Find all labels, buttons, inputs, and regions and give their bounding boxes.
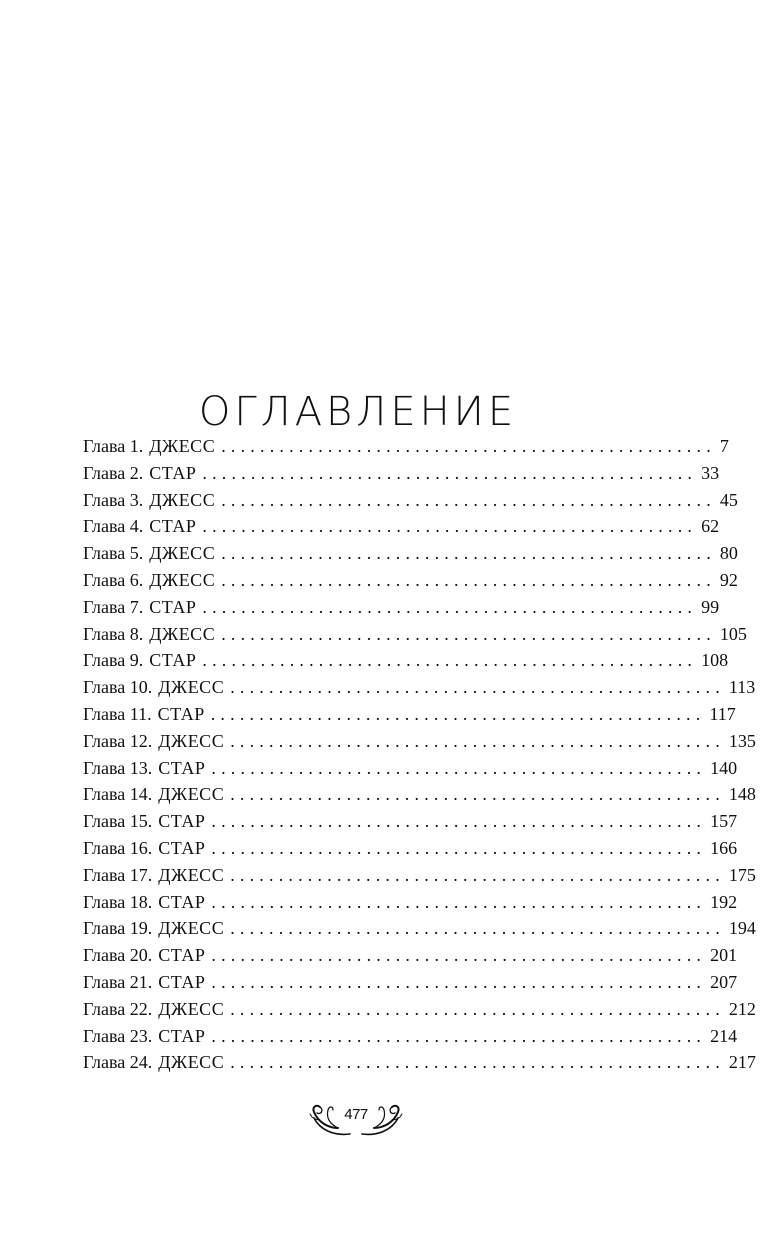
toc-entry[interactable] <box>83 594 720 621</box>
chapter-label: Глава 15. <box>83 811 153 832</box>
dot-leader: ................................................... <box>202 462 698 483</box>
chapter-label: Глава 11. <box>83 703 152 724</box>
toc-entry[interactable] <box>83 567 738 594</box>
page-number: 108 <box>701 650 729 671</box>
toc-entry[interactable] <box>83 915 756 942</box>
page-number: 148 <box>728 784 756 805</box>
dot-leader: ................................................... <box>230 918 725 939</box>
chapter-name: ДЖЕСС <box>158 918 225 939</box>
chapter-name: ДЖЕСС <box>149 623 216 644</box>
toc-entry[interactable] <box>83 647 729 674</box>
toc-entry[interactable] <box>83 1049 756 1076</box>
page-title: ОГЛАВЛЕНИЕ <box>198 388 518 435</box>
chapter-label: Глава 17. <box>83 864 153 885</box>
page-number: 166 <box>710 837 738 858</box>
page-number: 217 <box>728 1052 756 1073</box>
chapter-label: Глава 14. <box>83 784 153 805</box>
dot-leader: ................................................... <box>230 864 725 885</box>
chapter-label: Глава 10. <box>83 677 153 698</box>
page-number: 135 <box>728 730 756 751</box>
dot-leader: ................................................... <box>211 811 707 832</box>
page-number-footer: 477 <box>344 1106 368 1123</box>
chapter-label: Глава 19. <box>83 918 153 939</box>
chapter-name: СТАР <box>158 811 206 832</box>
dot-leader: ................................................... <box>202 516 698 537</box>
table-of-contents <box>83 433 756 1076</box>
chapter-name: ДЖЕСС <box>149 543 216 564</box>
dot-leader: ................................................... <box>211 971 707 992</box>
chapter-label: Глава 12. <box>83 730 153 751</box>
toc-entry[interactable] <box>83 674 756 701</box>
page-number: 140 <box>710 757 738 778</box>
chapter-label: Глава 22. <box>83 998 153 1019</box>
toc-entry[interactable] <box>83 996 756 1023</box>
page-number: 207 <box>710 971 738 992</box>
chapter-name: ДЖЕСС <box>158 864 225 885</box>
chapter-name: ДЖЕСС <box>158 998 225 1019</box>
page-number: 80 <box>719 543 738 564</box>
page-number: 117 <box>709 703 736 724</box>
chapter-name: СТАР <box>149 516 197 537</box>
toc-entry[interactable] <box>83 942 738 969</box>
toc-entry[interactable] <box>83 433 729 460</box>
dot-leader: ................................................... <box>211 945 707 966</box>
chapter-label: Глава 23. <box>83 1025 153 1046</box>
chapter-name: СТАР <box>158 891 206 912</box>
chapter-label: Глава 16. <box>83 837 153 858</box>
dot-leader: ................................................... <box>211 891 707 912</box>
page-number: 92 <box>719 569 738 590</box>
chapter-name: СТАР <box>149 596 197 617</box>
chapter-name: СТАР <box>158 945 206 966</box>
toc-entry[interactable] <box>83 487 738 514</box>
dot-leader: ................................................... <box>210 703 706 724</box>
dot-leader: ................................................... <box>221 623 716 644</box>
dot-leader: ................................................... <box>230 730 725 751</box>
chapter-label: Глава 13. <box>83 757 153 778</box>
toc-entry[interactable] <box>83 728 756 755</box>
dot-leader: ................................................... <box>202 650 698 671</box>
page-number: 157 <box>710 811 738 832</box>
toc-entry[interactable] <box>83 808 738 835</box>
dot-leader: ................................................... <box>230 1052 725 1073</box>
chapter-name: ДЖЕСС <box>158 730 225 751</box>
dot-leader: ................................................... <box>202 596 698 617</box>
dot-leader: ................................................... <box>221 489 716 510</box>
chapter-label: Глава 8. <box>83 623 144 644</box>
toc-entry[interactable] <box>83 513 720 540</box>
page-number: 175 <box>728 864 756 885</box>
page-number: 105 <box>719 623 747 644</box>
chapter-name: СТАР <box>158 837 206 858</box>
page-number: 45 <box>719 489 738 510</box>
dot-leader: ................................................... <box>211 757 707 778</box>
chapter-name: ДЖЕСС <box>158 1052 225 1073</box>
dot-leader: ................................................... <box>230 784 725 805</box>
toc-entry[interactable] <box>83 460 720 487</box>
page-number: 62 <box>701 516 720 537</box>
toc-entry[interactable] <box>83 889 738 916</box>
dot-leader: ................................................... <box>211 1025 707 1046</box>
dot-leader: ................................................... <box>230 998 725 1019</box>
page-number: 33 <box>701 462 720 483</box>
page-number: 192 <box>710 891 738 912</box>
toc-entry[interactable] <box>83 755 738 782</box>
chapter-name: ДЖЕСС <box>149 489 216 510</box>
chapter-name: СТАР <box>158 1025 206 1046</box>
dot-leader: ................................................... <box>221 569 716 590</box>
chapter-label: Глава 18. <box>83 891 153 912</box>
chapter-label: Глава 20. <box>83 945 153 966</box>
toc-entry[interactable] <box>83 781 756 808</box>
page-folio <box>304 1098 408 1142</box>
chapter-name: СТАР <box>149 650 197 671</box>
chapter-name: СТАР <box>157 703 205 724</box>
chapter-name: СТАР <box>149 462 197 483</box>
chapter-name: ДЖЕСС <box>158 677 225 698</box>
toc-entry[interactable] <box>83 969 738 996</box>
chapter-name: СТАР <box>158 971 206 992</box>
page-number: 99 <box>701 596 720 617</box>
dot-leader: ................................................... <box>230 677 725 698</box>
page-number: 113 <box>728 677 756 698</box>
chapter-label: Глава 6. <box>83 569 144 590</box>
toc-entry[interactable] <box>83 540 738 567</box>
chapter-name: ДЖЕСС <box>149 436 216 456</box>
chapter-label: Глава 1. <box>83 436 144 456</box>
chapter-name: СТАР <box>158 757 206 778</box>
chapter-label: Глава 9. <box>83 650 144 671</box>
chapter-label: Глава 4. <box>83 516 144 537</box>
toc-entry[interactable] <box>83 835 738 862</box>
page-number: 201 <box>710 945 738 966</box>
page-number: 214 <box>710 1025 738 1046</box>
chapter-name: ДЖЕСС <box>158 784 225 805</box>
toc-entry[interactable] <box>83 862 756 889</box>
page-number: 194 <box>728 918 756 939</box>
dot-leader: ................................................... <box>211 837 707 858</box>
page-number: 7 <box>719 436 729 456</box>
dot-leader: ................................................... <box>221 543 716 564</box>
chapter-name: ДЖЕСС <box>149 569 216 590</box>
toc-entry[interactable] <box>83 701 736 728</box>
chapter-label: Глава 21. <box>83 971 153 992</box>
chapter-label: Глава 3. <box>83 489 144 510</box>
chapter-label: Глава 24. <box>83 1052 153 1073</box>
toc-entry[interactable] <box>83 1023 738 1050</box>
chapter-label: Глава 7. <box>83 596 144 617</box>
dot-leader: ................................................... <box>221 436 716 456</box>
toc-entry[interactable] <box>83 621 747 648</box>
chapter-label: Глава 2. <box>83 462 144 483</box>
chapter-label: Глава 5. <box>83 543 144 564</box>
page-number: 212 <box>728 998 756 1019</box>
